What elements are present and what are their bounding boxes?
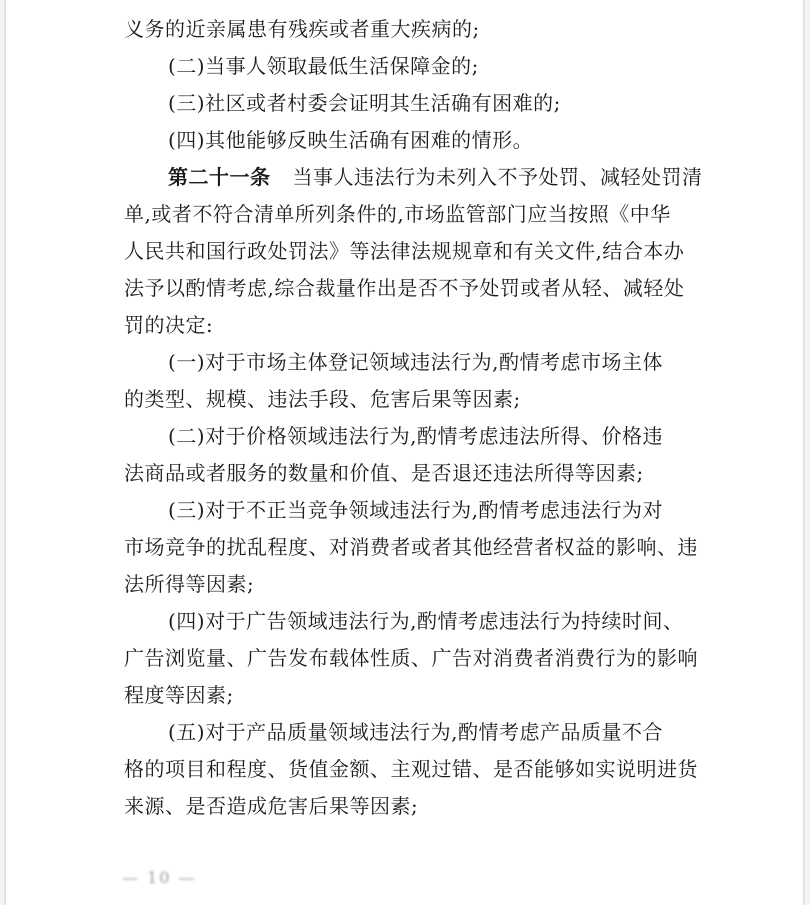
text-line: (五)对于产品质量领域违法行为,酌情考虑产品质量不合 [168,720,663,744]
text-line: 义务的近亲属患有残疾或者重大疾病的; [124,17,480,41]
text-line: (三)社区或者村委会证明其生活确有困难的; [168,91,561,115]
text-line: (一)对于市场主体登记领域违法行为,酌情考虑市场主体 [168,350,663,374]
text-line: 法予以酌情考虑,综合裁量作出是否不予处罚或者从轻、减轻处 [124,276,685,300]
text-line: (四)其他能够反映生活确有困难的情形。 [168,128,534,152]
text-line: 罚的决定: [124,313,214,337]
text-line: 的类型、规模、违法手段、危害后果等因素; [124,387,521,411]
document-page [6,0,803,905]
article-heading-line [124,159,714,196]
article-label: 第二十一条 [168,165,271,189]
text-line: 人民共和国行政处罚法》等法律法规规章和有关文件,结合本办 [124,239,685,263]
text-line: 程度等因素; [124,683,234,707]
body-text [124,11,714,825]
text-line: (四)对于广告领域违法行为,酌情考虑违法行为持续时间、 [168,609,684,633]
text-line: 法所得等因素; [124,572,255,596]
text-line: (二)对于价格领域违法行为,酌情考虑违法所得、价格违 [168,424,663,448]
text-line: 法商品或者服务的数量和价值、是否退还违法所得等因素; [124,461,644,485]
text-line: 广告浏览量、广告发布载体性质、广告对消费者消费行为的影响 [124,646,698,670]
text-line: (二)当事人领取最低生活保障金的; [168,54,479,78]
text-line: (三)对于不正当竞争领域违法行为,酌情考虑违法行为对 [168,498,663,522]
text-line: 来源、是否造成危害后果等因素; [124,794,419,818]
text-line: 格的项目和程度、货值金额、主观过错、是否能够如实说明进货 [124,757,698,781]
text-line: 市场竞争的扰乱程度、对消费者或者其他经营者权益的影响、违 [124,535,698,559]
page-number: — 10 — [122,868,197,887]
text-line: 单,或者不符合清单所列条件的,市场监管部门应当按照《中华 [124,202,671,226]
text-line: 当事人违法行为未列入不予处罚、减轻处罚清 [292,165,703,189]
